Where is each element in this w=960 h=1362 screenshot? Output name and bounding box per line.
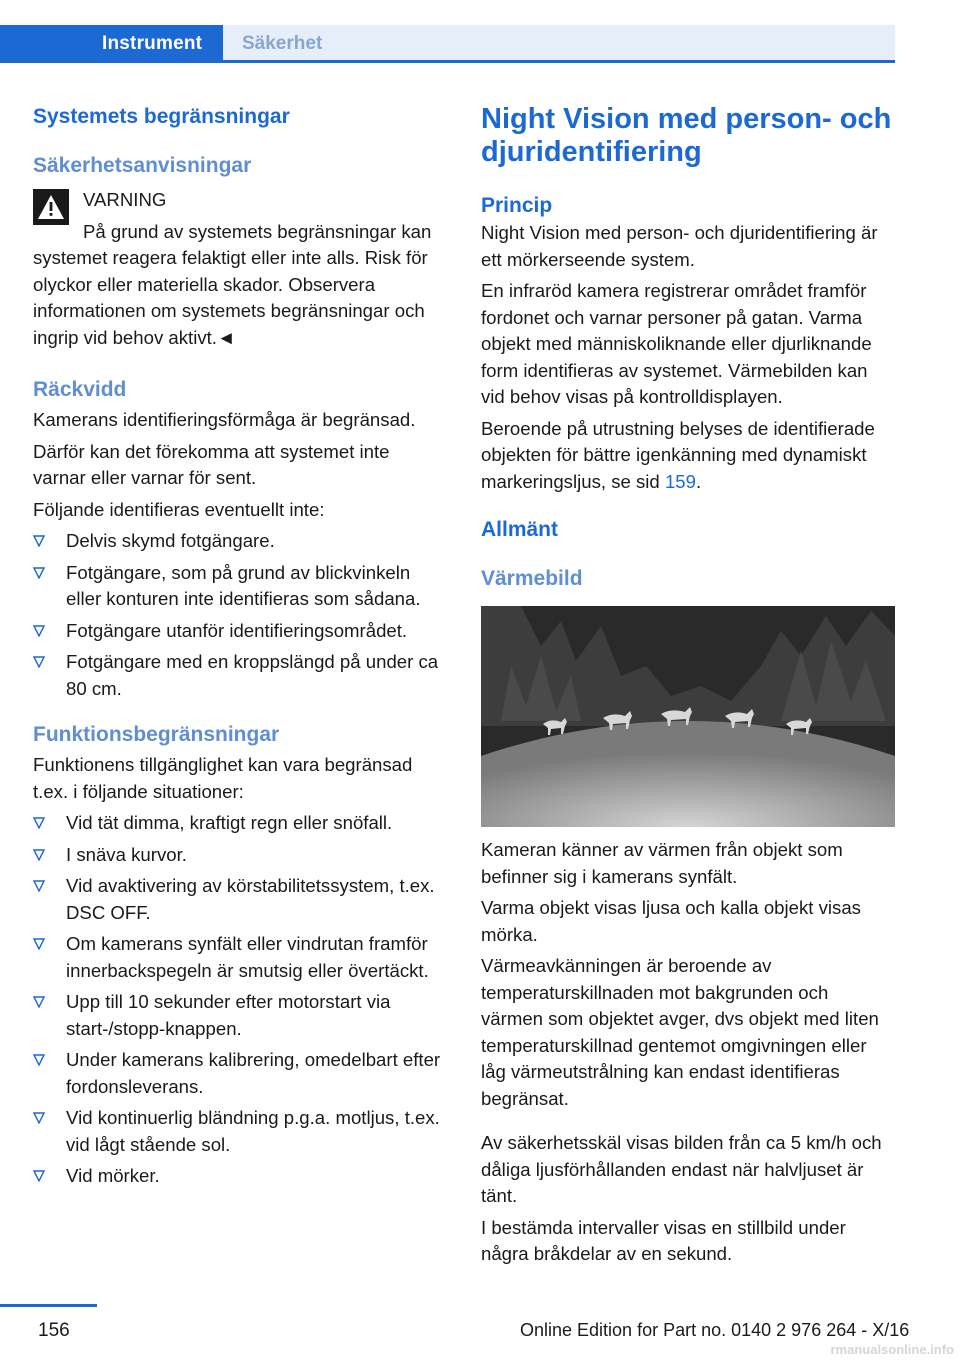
heading-range: Räckvidd: [33, 378, 127, 401]
list-item-text: Under kamerans kalibrering, omedelbart efter fordonsleverans.: [66, 1049, 441, 1097]
range-paragraph-2: Därför kan det förekomma att systemet inte varnar eller varnar för sent.: [33, 440, 390, 488]
thermal-paragraph-3: Värmeavkänningen är beroende av temperaturskillnaden mot bakgrunden och värmen som objektet avger, dvs objekt med liten temperaturskillnad gentemot omgivningen eller låg värmeutstrålning kan endast identifieras begränsat.: [481, 955, 879, 1109]
list-item-text: Vid kontinuerlig bländning p.g.a. motljus, t.ex. vid lågt stående sol.: [66, 1107, 440, 1155]
triangle-bullet-icon: [33, 1054, 45, 1066]
principle-text-end: .: [695, 470, 702, 492]
list-item-text: Fotgängare utanför identifieringsområdet.: [66, 619, 408, 641]
heading-safety: Säkerhetsanvisningar: [33, 154, 252, 177]
list-item: [33, 560, 443, 613]
chapter-tabs: [0, 25, 895, 63]
heading-principle: Princip: [481, 194, 553, 217]
triangle-bullet-icon: [33, 656, 45, 668]
thermal-paragraph-4: Av säkerhetsskäl visas bilden från ca 5 km/h och dåliga ljusförhållanden endast när halvljuset är tänt.: [481, 1132, 882, 1206]
thermal-paragraph-5: I bestämda intervaller visas en stillbild under några bråkdelar av en sekund.: [481, 1216, 846, 1264]
list-item: [33, 989, 443, 1042]
principle-text: Beroende på utrustning belyses de identifierade objekten för bättre igenkänning med dynamiskt markeringsljus, se sid: [481, 417, 875, 492]
list-item-text: Vid avaktivering av körstabilitetssystem, t.ex. DSC OFF.: [66, 875, 435, 923]
edition-text: Online Edition for Part no. 0140 2 976 264 - X/16: [520, 1320, 910, 1340]
list-item: [33, 618, 443, 645]
left-column: [33, 100, 443, 1190]
principle-paragraph-1: Night Vision med person- och djuridentifiering är ett mörkerseende system.: [481, 222, 878, 270]
list-item-text: Fotgängare med en kroppslängd på under ca 80 cm.: [66, 651, 439, 699]
triangle-bullet-icon: [33, 996, 45, 1008]
principle-paragraph-2: En infraröd kamera registrerar området framför fordonet och varnar personer på gatan. Varma objekt med människoliknande eller djurliknande form identifieras av systemet. Värmebilden kan vid behov visas på kontrolldisplayen.: [481, 280, 872, 407]
thermal-paragraph-1: Kameran känner av värmen från objekt som befinner sig i kamerans synfält.: [481, 839, 843, 887]
right-column: [481, 100, 895, 1268]
list-item: [33, 528, 443, 555]
watermark: rmanualsonline.info: [830, 1342, 954, 1357]
list-item-text: I snäva kurvor.: [66, 843, 187, 865]
list-item-text: Om kamerans synfält eller vindrutan framför innerbackspegeln är smutsig eller övertäckt.: [66, 933, 429, 981]
list-item-text: Vid mörker.: [66, 1165, 160, 1186]
list-item: [33, 1163, 443, 1190]
list-item: [33, 810, 443, 837]
list-item: [33, 649, 443, 702]
thermal-image-illustration: [481, 606, 895, 827]
function-paragraph: Funktionens tillgänglighet kan vara begränsad t.ex. i följande situationer:: [33, 754, 413, 802]
list-item: [33, 842, 443, 869]
warning-triangle-icon: [33, 189, 69, 225]
tab-instrument[interactable]: Instrument: [0, 25, 223, 63]
list-item-text: Delvis skymd fotgängare.: [66, 530, 275, 551]
heading-thermal-image: Värmebild: [481, 567, 583, 590]
list-item: [33, 931, 443, 984]
heading-general: Allmänt: [481, 518, 559, 541]
principle-paragraph-3: [481, 416, 895, 496]
list-item: [33, 1105, 443, 1158]
header-rule: [0, 60, 895, 63]
triangle-bullet-icon: [33, 1112, 45, 1124]
triangle-bullet-icon: [33, 1170, 45, 1182]
triangle-bullet-icon: [33, 817, 45, 829]
triangle-bullet-icon: [33, 535, 45, 547]
warning-box: [33, 187, 443, 351]
page-reference-link[interactable]: 159: [664, 470, 696, 492]
tab-sakerhet[interactable]: Säkerhet: [223, 25, 895, 60]
function-list: [33, 810, 443, 1190]
triangle-bullet-icon: [33, 849, 45, 861]
triangle-bullet-icon: [33, 625, 45, 637]
list-item: [33, 1047, 443, 1100]
list-item-text: Vid tät dimma, kraftigt regn eller snöfall.: [66, 812, 393, 833]
range-paragraph-3: Följande identifieras eventuellt inte:: [33, 498, 325, 520]
thermal-paragraph-2: Varma objekt visas ljusa och kalla objekt visas mörka.: [481, 897, 861, 945]
list-item: [33, 873, 443, 926]
section-title-night-vision: Night Vision med person- och djuridentifiering: [481, 103, 892, 168]
warning-text: På grund av systemets begränsningar kan systemet reagera felaktigt eller inte alls. Risk för olyckor eller materiella skador. Observera informationen om systemets begränsningar och ingrip vid behov aktivt.◄: [33, 220, 432, 348]
section-title-limitations: Systemets begränsningar: [33, 105, 290, 128]
list-item-text: Upp till 10 sekunder efter motorstart via start-/stopp-knappen.: [66, 991, 391, 1039]
range-list: [33, 528, 443, 702]
footer-rule: [0, 1304, 97, 1307]
heading-function-limits: Funktionsbegränsningar: [33, 723, 280, 746]
page-number: 156: [38, 1320, 70, 1341]
triangle-bullet-icon: [33, 567, 45, 579]
warning-label: VARNING: [83, 189, 167, 210]
triangle-bullet-icon: [33, 938, 45, 950]
list-item-text: Fotgängare, som på grund av blickvinkeln eller konturen inte identifieras som sådana.: [66, 561, 421, 609]
range-paragraph-1: Kamerans identifieringsförmåga är begränsad.: [33, 409, 416, 430]
triangle-bullet-icon: [33, 880, 45, 892]
